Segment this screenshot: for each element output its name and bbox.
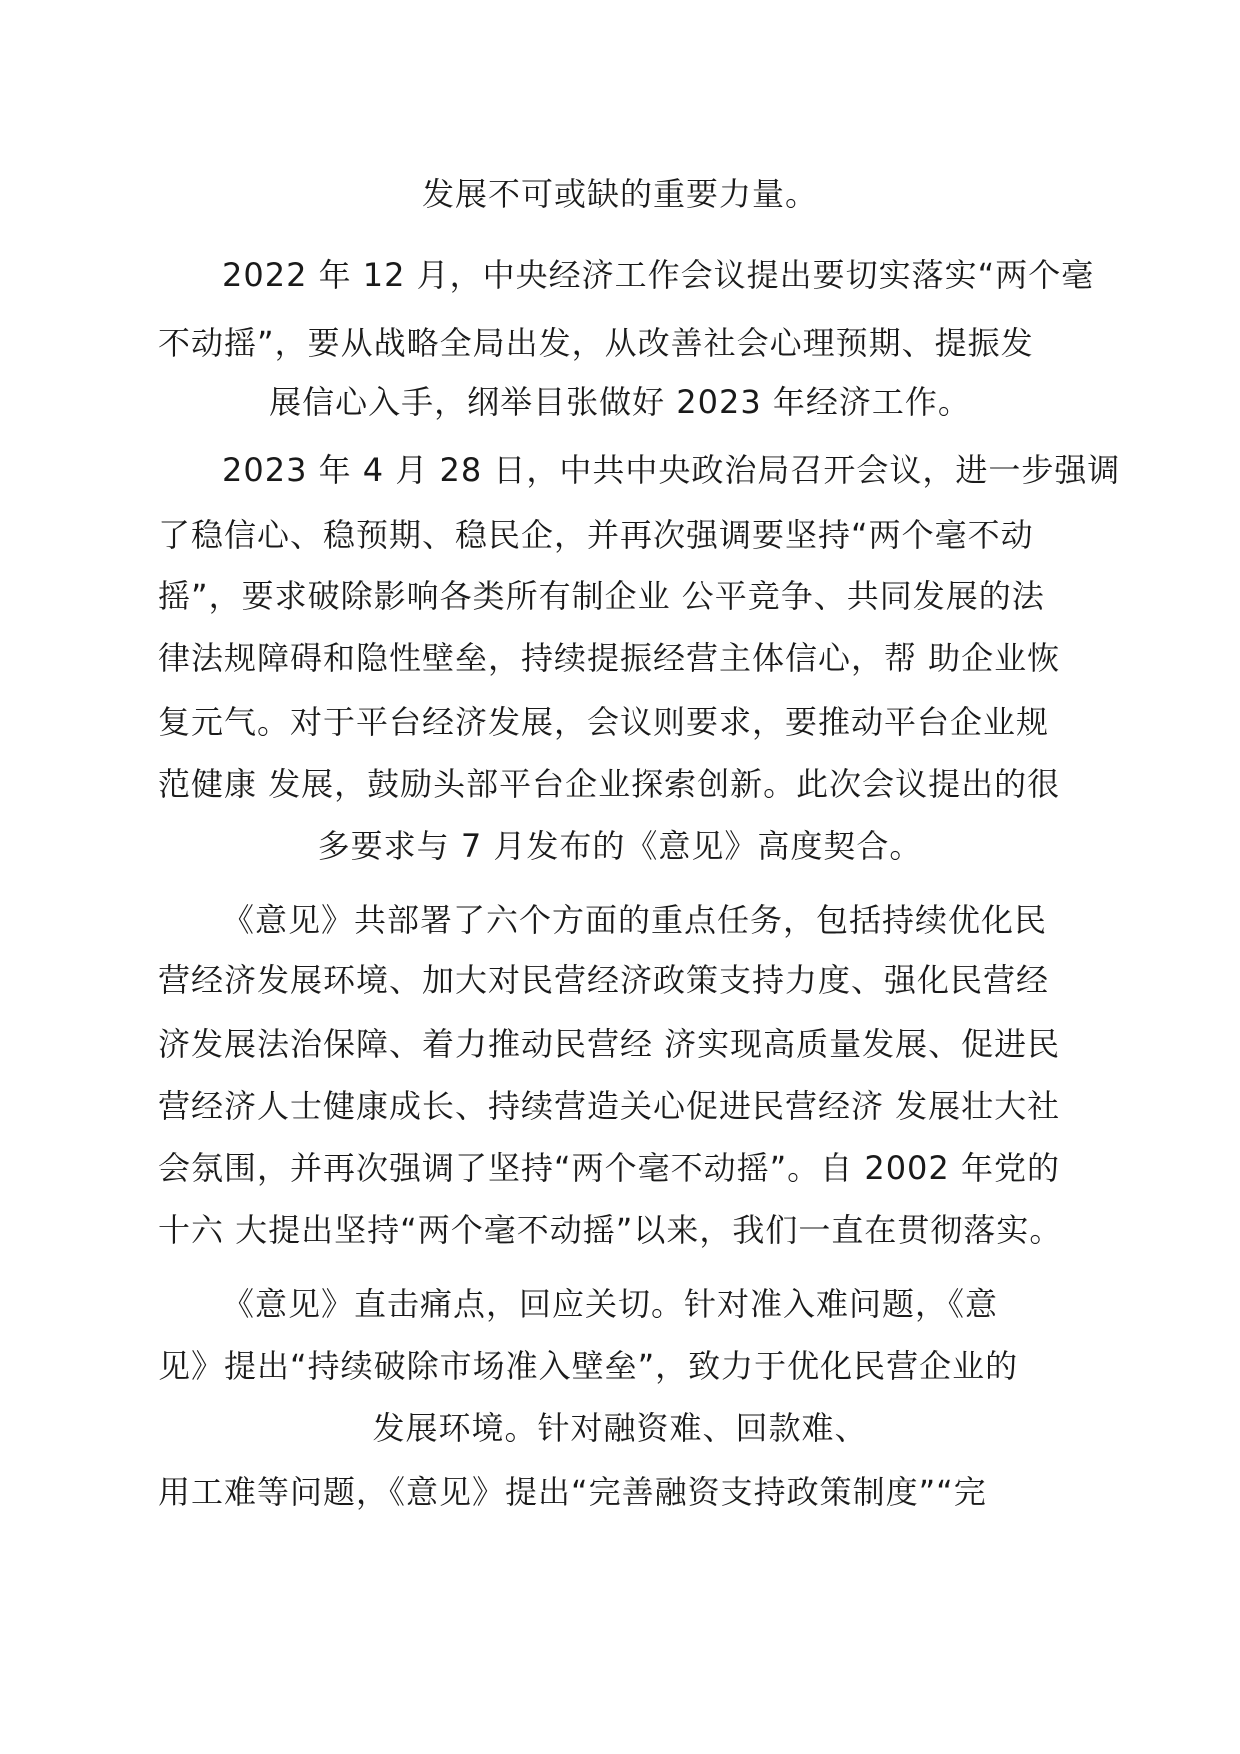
- text-line: 营经济发展环境、加大对民营经济政策支持力度、强化民营经: [158, 961, 1050, 999]
- text-line: 复元气。对于平台经济发展，会议则要求，要推动平台企业规: [158, 703, 1050, 741]
- text-line: 营经济人士健康成长、持续营造关心促进民营经济 发展壮大社: [158, 1087, 1061, 1125]
- text-line: 2023 年 4 月 28 日，中共中央政治局召开会议，进一步强调: [222, 451, 1121, 489]
- text-line: 范健康 发展，鼓励头部平台企业探索创新。此次会议提出的很: [158, 765, 1061, 803]
- text-line: 会氛围，并再次强调了坚持“两个毫不动摇”。自 2002 年党的: [158, 1149, 1060, 1187]
- text-line: 见》提出“持续破除市场准入壁垒”，致力于优化民营企业的: [158, 1347, 1019, 1385]
- text-line: 《意见》直击痛点，回应关切。针对准入难问题，《意: [222, 1285, 999, 1323]
- text-line: 2022 年 12 月，中央经济工作会议提出要切实落实“两个毫: [222, 256, 1095, 294]
- text-line: 律法规障碍和隐性壁垒，持续提振经营主体信心，帮 助企业恢: [158, 639, 1061, 677]
- text-line: 用工难等问题，《意见》提出“完善融资支持政策制度”“完: [158, 1473, 987, 1511]
- text-line: 不动摇”，要从战略全局出发，从改善社会心理预期、提振发: [158, 324, 1034, 362]
- text-line: 摇”，要求破除影响各类所有制企业 公平竞争、共同发展的法: [158, 577, 1045, 615]
- text-line: 多要求与 7 月发布的《意见》高度契合。: [317, 827, 923, 865]
- text-line: 济发展法治保障、着力推动民营经 济实现高质量发展、促进民: [158, 1025, 1061, 1063]
- text-line: 发展环境。针对融资难、回款难、: [372, 1409, 868, 1447]
- text-line: 十六 大提出坚持“两个毫不动摇”以来，我们一直在贯彻落实。: [158, 1211, 1063, 1249]
- text-line: 发展不可或缺的重要力量。: [421, 175, 818, 213]
- text-line: 《意见》共部署了六个方面的重点任务，包括持续优化民: [222, 901, 1048, 939]
- text-line: 了稳信心、稳预期、稳民企，并再次强调要坚持“两个毫不动: [158, 516, 1034, 554]
- text-line: 展信心入手，纲举目张做好 2023 年经济工作。: [269, 383, 971, 421]
